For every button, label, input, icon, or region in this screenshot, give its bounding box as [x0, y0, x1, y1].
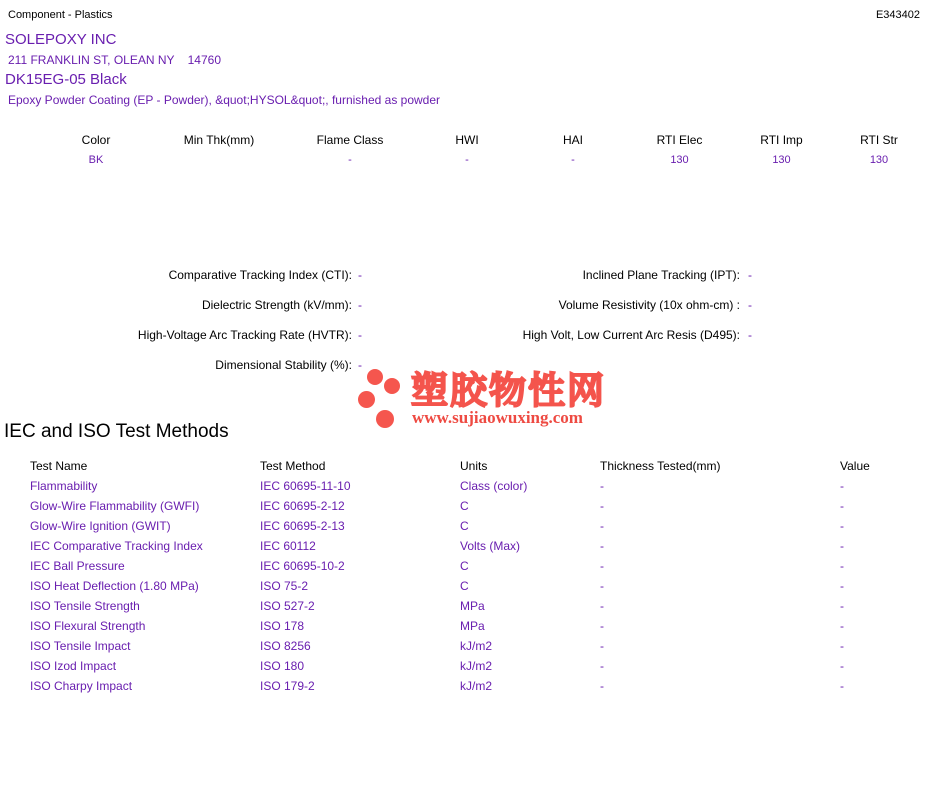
- table-row: [30, 519, 930, 539]
- table-row: [30, 639, 930, 659]
- property-value-dimensional-stability: -: [358, 358, 362, 372]
- property-value-dielectric: -: [358, 298, 362, 312]
- cell-units: C: [460, 559, 469, 573]
- cell-thickness: -: [600, 519, 604, 533]
- product-name: DK15EG-05 Black: [5, 71, 127, 88]
- cell-test-method: IEC 60695-2-12: [260, 499, 345, 513]
- logo-dot-icon: [384, 378, 400, 394]
- cell-units: kJ/m2: [460, 679, 493, 693]
- property-label-d495: High Volt, Low Current Arc Resis (D495):: [522, 328, 740, 342]
- cell-test-method: ISO 527-2: [260, 599, 315, 613]
- cell-value: -: [840, 659, 844, 673]
- cell-test-method: ISO 75-2: [260, 579, 309, 593]
- ratings-value-color: BK: [88, 154, 104, 166]
- cell-test-method: ISO 178: [260, 619, 305, 633]
- table-row: [30, 599, 930, 619]
- property-row: [0, 298, 950, 314]
- ratings-value-hwi: -: [465, 154, 469, 166]
- property-label-dimensional-stability: Dimensional Stability (%):: [215, 358, 352, 372]
- cell-thickness: -: [600, 559, 604, 573]
- col-thickness: Thickness Tested(mm): [600, 459, 721, 473]
- property-value-ipt: -: [748, 268, 752, 282]
- product-description: Epoxy Powder Coating (EP - Powder), &quot;HYSOL&quot;, furnished as powder: [8, 93, 441, 107]
- property-label-dielectric: Dielectric Strength (kV/mm):: [201, 298, 352, 312]
- col-test-name: Test Name: [30, 459, 88, 473]
- cell-thickness: -: [600, 579, 604, 593]
- ul-file-number: E343402: [875, 9, 920, 21]
- ratings-value-rti-elec: 130: [670, 154, 689, 166]
- cell-thickness: -: [600, 659, 604, 673]
- cell-units: MPa: [460, 619, 485, 633]
- col-test-method: Test Method: [260, 459, 326, 473]
- cell-test-method: IEC 60695-10-2: [260, 559, 345, 573]
- ratings-value-min-thk: [152, 154, 286, 166]
- company-address: 211 FRANKLIN ST, OLEAN NY 14760: [8, 53, 221, 67]
- cell-thickness: -: [600, 479, 604, 493]
- property-row: [0, 328, 950, 344]
- cell-test-name: ISO Charpy Impact: [30, 679, 133, 693]
- cell-thickness: -: [600, 679, 604, 693]
- property-value-d495: -: [748, 328, 752, 342]
- ratings-value-rti-imp: 130: [772, 154, 791, 166]
- property-value-cti: -: [358, 268, 362, 282]
- logo-dot-icon: [376, 410, 394, 428]
- ratings-col-flame-class: Flame Class: [316, 133, 384, 147]
- test-methods-table: [30, 459, 930, 699]
- cell-value: -: [840, 479, 844, 493]
- cell-units: MPa: [460, 599, 485, 613]
- cell-value: -: [840, 679, 844, 693]
- cell-thickness: -: [600, 619, 604, 633]
- property-value-hvtr: -: [358, 328, 362, 342]
- cell-test-name: ISO Tensile Strength: [30, 599, 140, 613]
- ratings-value-rti-str: 130: [869, 154, 889, 166]
- cell-test-name: Glow-Wire Flammability (GWFI): [30, 499, 200, 513]
- logo-dot-icon: [358, 391, 375, 408]
- table-row: [30, 539, 930, 559]
- cell-value: -: [840, 639, 844, 653]
- cell-test-method: ISO 179-2: [260, 679, 315, 693]
- ratings-col-hai: HAI: [562, 133, 583, 147]
- property-label-cti: Comparative Tracking Index (CTI):: [168, 268, 352, 282]
- doc-type-label: Component - Plastics: [8, 9, 113, 21]
- cell-value: -: [840, 579, 844, 593]
- ratings-col-rti-str: RTI Str: [860, 133, 898, 147]
- cell-test-method: IEC 60112: [260, 539, 316, 553]
- cell-value: -: [840, 519, 844, 533]
- ratings-value-hai: -: [571, 154, 575, 166]
- cell-value: -: [840, 499, 844, 513]
- brand-website: www.sujiaowuxing.com: [412, 408, 583, 427]
- cell-test-method: IEC 60695-2-13: [260, 519, 345, 533]
- table-row: [30, 479, 930, 499]
- cell-units: kJ/m2: [460, 639, 493, 653]
- cell-thickness: -: [600, 599, 604, 613]
- property-label-ipt: Inclined Plane Tracking (IPT):: [582, 268, 740, 282]
- cell-thickness: -: [600, 499, 604, 513]
- cell-test-name: Glow-Wire Ignition (GWIT): [30, 519, 171, 533]
- cell-value: -: [840, 619, 844, 633]
- cell-value: -: [840, 599, 844, 613]
- cell-thickness: -: [600, 539, 604, 553]
- cell-test-name: Flammability: [30, 479, 98, 493]
- company-name: SOLEPOXY INC: [5, 31, 117, 48]
- ratings-col-min-thk: Min Thk(mm): [183, 133, 255, 147]
- table-row: [30, 559, 930, 579]
- cell-value: -: [840, 539, 844, 553]
- table-row: [30, 619, 930, 639]
- col-value: Value: [840, 459, 870, 473]
- cell-test-name: IEC Comparative Tracking Index: [30, 539, 203, 553]
- property-value-volume-resistivity: -: [748, 298, 752, 312]
- cell-units: Class (color): [460, 479, 528, 493]
- cell-thickness: -: [600, 639, 604, 653]
- col-units: Units: [460, 459, 488, 473]
- table-row: [30, 579, 930, 599]
- cell-test-name: ISO Tensile Impact: [30, 639, 131, 653]
- cell-test-name: ISO Flexural Strength: [30, 619, 146, 633]
- ratings-col-rti-imp: RTI Imp: [760, 133, 803, 147]
- ratings-col-hwi: HWI: [455, 133, 479, 147]
- logo-dot-icon: [367, 369, 383, 385]
- brand-name: 塑胶物性网: [411, 370, 606, 411]
- ratings-col-color: Color: [81, 133, 111, 147]
- cell-units: kJ/m2: [460, 659, 493, 673]
- table-row: [30, 499, 930, 519]
- cell-test-name: ISO Heat Deflection (1.80 MPa): [30, 579, 199, 593]
- property-label-hvtr: High-Voltage Arc Tracking Rate (HVTR):: [137, 328, 352, 342]
- cell-test-name: IEC Ball Pressure: [30, 559, 125, 573]
- ratings-table-values: [40, 154, 930, 166]
- ratings-col-rti-elec: RTI Elec: [656, 133, 703, 147]
- section-heading: IEC and ISO Test Methods: [4, 421, 229, 442]
- cell-test-name: ISO Izod Impact: [30, 659, 117, 673]
- property-label-volume-resistivity: Volume Resistivity (10x ohm-cm) :: [558, 298, 740, 312]
- cell-test-method: ISO 8256: [260, 639, 311, 653]
- cell-test-method: IEC 60695-11-10: [260, 479, 351, 493]
- cell-units: C: [460, 579, 469, 593]
- ratings-value-flame-class: -: [348, 154, 352, 166]
- cell-units: Volts (Max): [460, 539, 521, 553]
- property-row: [0, 268, 950, 284]
- table-row: [30, 679, 930, 699]
- cell-test-method: ISO 180: [260, 659, 305, 673]
- cell-units: C: [460, 519, 469, 533]
- cell-units: C: [460, 499, 469, 513]
- test-methods-header-row: [30, 459, 930, 479]
- table-row: [30, 659, 930, 679]
- cell-value: -: [840, 559, 844, 573]
- ratings-table-header: [40, 133, 930, 147]
